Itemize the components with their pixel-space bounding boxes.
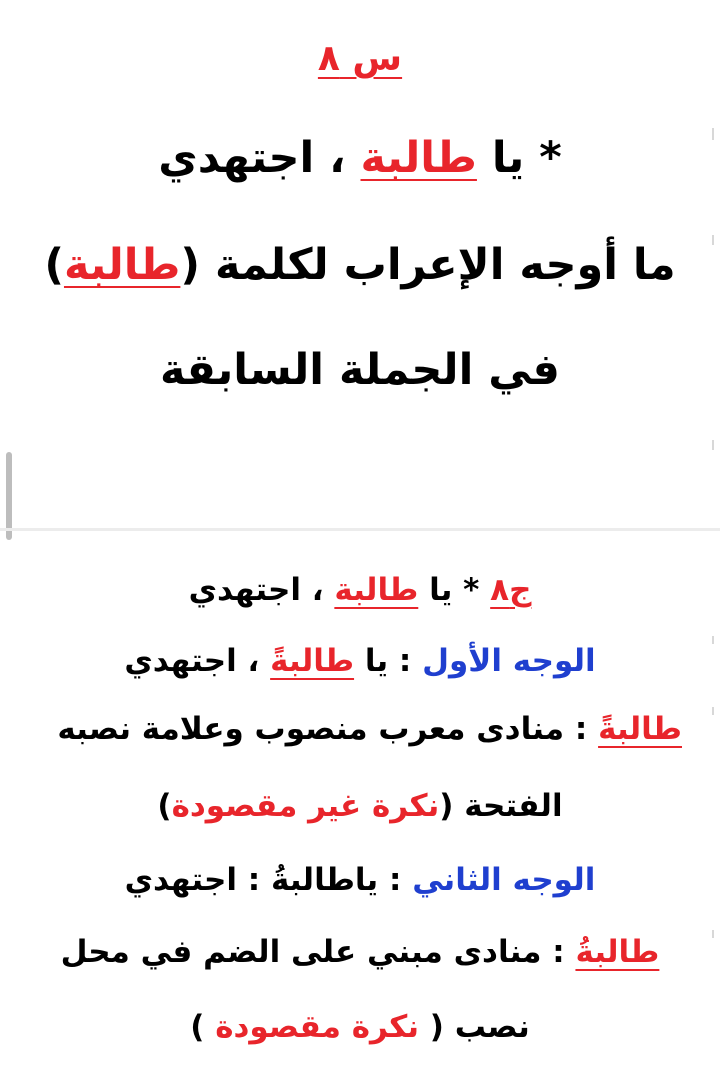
star-mark: * <box>539 133 562 183</box>
first-face-rest: ، اجتهدي <box>124 643 260 679</box>
first-face-label: الوجه الأول <box>422 643 596 679</box>
vocative-particle: يا <box>429 572 453 608</box>
scroll-handle[interactable] <box>6 452 12 540</box>
highlighted-word: طالبة <box>63 240 181 290</box>
second-analysis-continuation <box>0 1003 720 1051</box>
analysis-word: طالبةُ <box>575 934 660 970</box>
second-analysis-close: ) <box>190 1009 205 1045</box>
highlighted-word: طالبة <box>360 133 477 183</box>
answer-title <box>0 566 720 614</box>
edge-tick <box>712 235 714 245</box>
question-line-2-end: ) <box>44 240 64 290</box>
question-number <box>0 38 720 79</box>
second-face-label: الوجه الثاني <box>412 862 596 898</box>
second-face-line <box>0 856 720 904</box>
second-analysis-cont: نصب ( <box>429 1009 530 1045</box>
first-analysis-close: ) <box>157 788 172 824</box>
question-line-3: في الجملة السابقة <box>160 345 560 395</box>
edge-tick <box>712 128 714 140</box>
question-card <box>0 0 720 515</box>
edge-tick <box>712 440 714 450</box>
first-analysis-text: : منادى معرب منصوب وعلامة نصبه <box>57 711 588 747</box>
edge-tick <box>712 707 714 715</box>
edge-tick <box>712 930 714 938</box>
answer-label: ج٨ <box>490 572 532 608</box>
first-analysis-type: نكرة غير مقصودة <box>171 788 440 824</box>
first-face-separator: : يا <box>364 643 412 679</box>
question-line-1-rest: ، اجتهدي <box>158 133 346 183</box>
question-line-2-start: ما أوجه الإعراب لكلمة ( <box>180 240 676 290</box>
first-analysis-cont: الفتحة ( <box>439 788 563 824</box>
highlighted-word: طالبةً <box>270 643 355 679</box>
star-mark: * <box>463 572 480 608</box>
second-analysis-line <box>0 928 720 976</box>
question-line-2 <box>0 235 720 295</box>
first-analysis-line <box>0 705 720 753</box>
question-line-1 <box>0 128 720 188</box>
question-number-label: س ٨ <box>317 38 403 79</box>
second-analysis-text: : منادى مبني على الضم في محل <box>60 934 565 970</box>
analysis-word: طالبةً <box>598 711 682 747</box>
second-analysis-type: نكرة مقصودة <box>215 1009 419 1045</box>
answer-title-rest: ، اجتهدي <box>188 572 324 608</box>
highlighted-word: طالبة <box>334 572 419 608</box>
edge-tick <box>712 636 714 644</box>
vocative-particle: يا <box>491 133 525 183</box>
section-divider <box>0 528 720 531</box>
first-analysis-continuation <box>0 782 720 830</box>
second-face-text: : ياطالبةُ : اجتهدي <box>124 862 402 898</box>
first-face-line <box>0 637 720 685</box>
